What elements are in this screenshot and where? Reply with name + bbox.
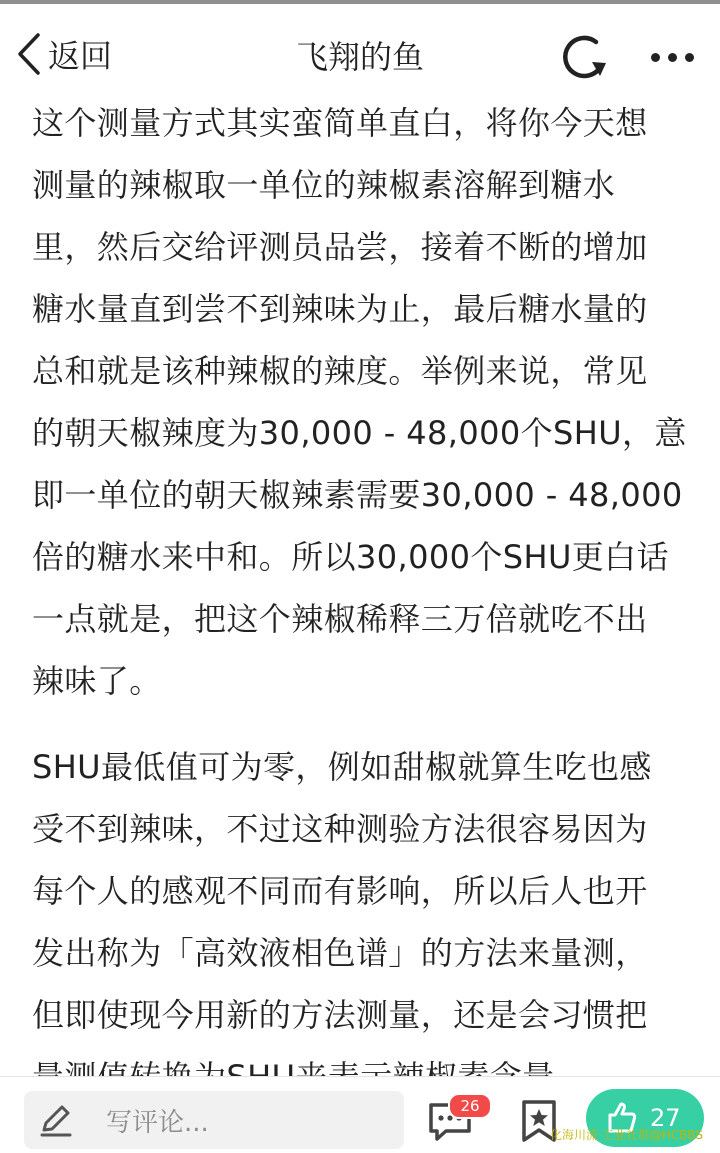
more-dot (685, 53, 694, 62)
refresh-button[interactable] (556, 30, 612, 86)
refresh-icon (556, 30, 612, 86)
more-dot (651, 53, 660, 62)
article-paragraph: 这个测量方式其实蛮简单直白，将你今天想 测量的辣椒取一单位的辣椒素溶解到糖水 里，然后交给评测员品尝，接着不断的增加 糖水量直到尝不到辣味为止，最后糖水量的 总和就是该种辣椒的辣度。举例来说，常见 的朝天椒辣度为30,000 - 48,000个SHU，意 即一单位的朝天椒辣素需要30,000 - 48,000 倍的糖水来中和。所以30,000个SHU更白话 一点就是，把这个辣椒稀释三万倍就吃不出 辣味了。 (32, 104, 687, 700)
back-button[interactable] (14, 28, 112, 80)
comment-count-badge: 26 (448, 1093, 492, 1119)
navbar (0, 4, 720, 100)
like-count: 27 (650, 1104, 681, 1132)
back-chevron-icon (14, 31, 44, 77)
page-title: 飞翔的鱼 (295, 38, 424, 76)
comment-input[interactable] (24, 1091, 404, 1149)
comment-placeholder: 写评论... (106, 1107, 209, 1138)
back-label: 返回 (48, 37, 113, 75)
article-paragraph: SHU最低值可为零，例如甜椒就算生吃也感 受不到辣味，不过这种测验方法很容易因为 每个人的感观不同而有影响，所以后人也开 发出称为「高效液相色谱」的方法来量测， 但即使现今用新的方法测量，还是会习惯把 (32, 748, 652, 1034)
article-content (32, 92, 688, 1076)
more-button[interactable] (640, 34, 704, 80)
watermark: 化海川流·工业社群@HCBBS (550, 1128, 704, 1142)
pencil-icon (36, 1100, 76, 1140)
more-dot (668, 53, 677, 62)
